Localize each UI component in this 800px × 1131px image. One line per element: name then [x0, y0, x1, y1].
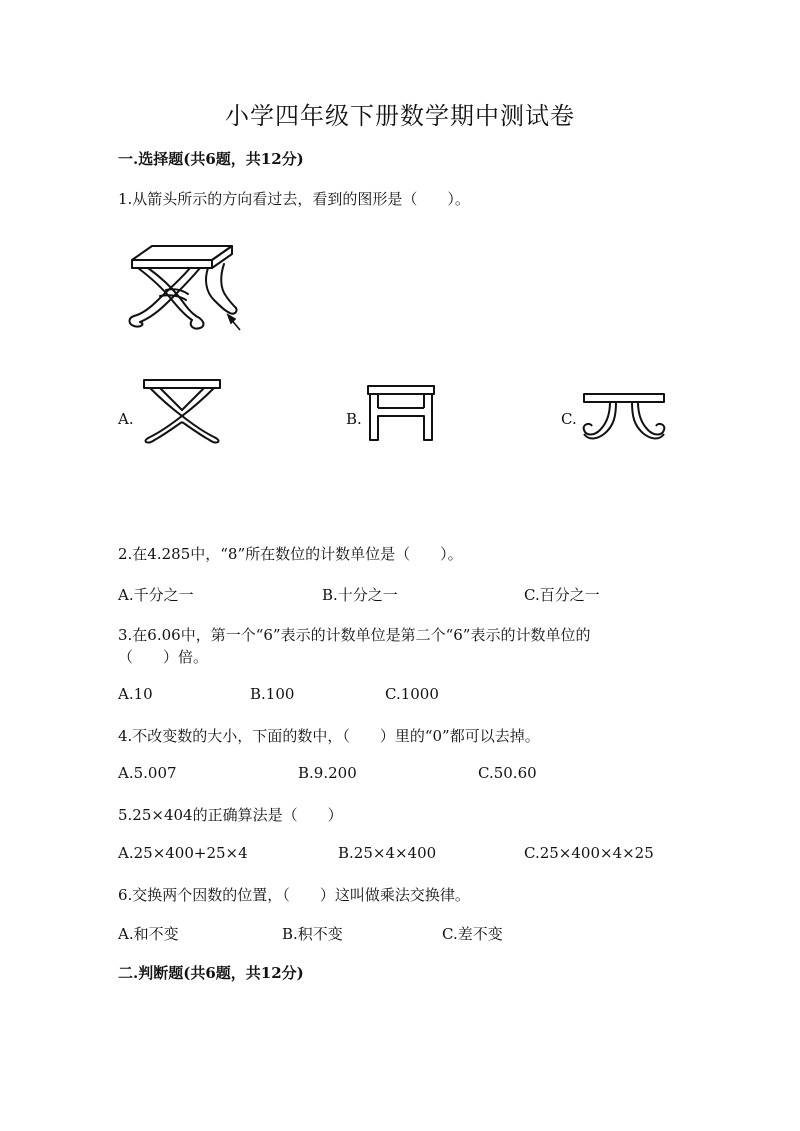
option-3-b[interactable]: B.100: [250, 685, 295, 703]
option-4-c[interactable]: C.50.60: [478, 764, 537, 782]
option-4-a[interactable]: A.5.007: [118, 764, 177, 782]
question-1-text: 1.从箭头所示的方向看过去，看到的图形是（ ）。: [118, 190, 470, 208]
option-4-b[interactable]: B.9.200: [298, 764, 357, 782]
question-2-text: 2.在4.285中，“8”所在数位的计数单位是（ ）。: [118, 545, 463, 563]
option-3-c[interactable]: C.1000: [385, 685, 439, 703]
question-4-text: 4.不改变数的大小，下面的数中，（ ）里的“0”都可以去掉。: [118, 727, 540, 745]
option-2-b[interactable]: B.十分之一: [322, 586, 398, 604]
option-1-b-image[interactable]: [366, 384, 436, 442]
section-heading-choice: 一.选择题(共6题，共12分): [118, 150, 304, 168]
option-1-a-label[interactable]: A.: [118, 410, 134, 428]
option-5-c[interactable]: C.25×400×4×25: [524, 844, 654, 862]
option-1-a-image[interactable]: [140, 378, 224, 444]
page-title: 小学四年级下册数学期中测试卷: [225, 102, 575, 130]
option-6-a[interactable]: A.和不变: [118, 925, 179, 943]
option-1-c-image[interactable]: [582, 392, 666, 442]
question-3-text-line1: 3.在6.06中，第一个“6”表示的计数单位是第二个“6”表示的计数单位的: [118, 626, 591, 644]
option-6-b[interactable]: B.积不变: [282, 925, 343, 943]
option-1-c-label[interactable]: C.: [561, 410, 577, 428]
option-5-a[interactable]: A.25×400+25×4: [118, 844, 248, 862]
option-6-c[interactable]: C.差不变: [442, 925, 503, 943]
question-5-text: 5.25×404的正确算法是（ ）: [118, 806, 343, 824]
option-5-b[interactable]: B.25×4×400: [338, 844, 437, 862]
question-6-text: 6.交换两个因数的位置，（ ）这叫做乘法交换律。: [118, 886, 470, 904]
option-2-c[interactable]: C.百分之一: [524, 586, 600, 604]
section-heading-judgment: 二.判断题(共6题，共12分): [118, 964, 304, 982]
option-3-a[interactable]: A.10: [118, 685, 153, 703]
question-3-text-line2: （ ）倍。: [118, 648, 209, 666]
option-2-a[interactable]: A.千分之一: [118, 586, 194, 604]
stool-perspective-image: [124, 238, 249, 338]
option-1-b-label[interactable]: B.: [346, 410, 362, 428]
